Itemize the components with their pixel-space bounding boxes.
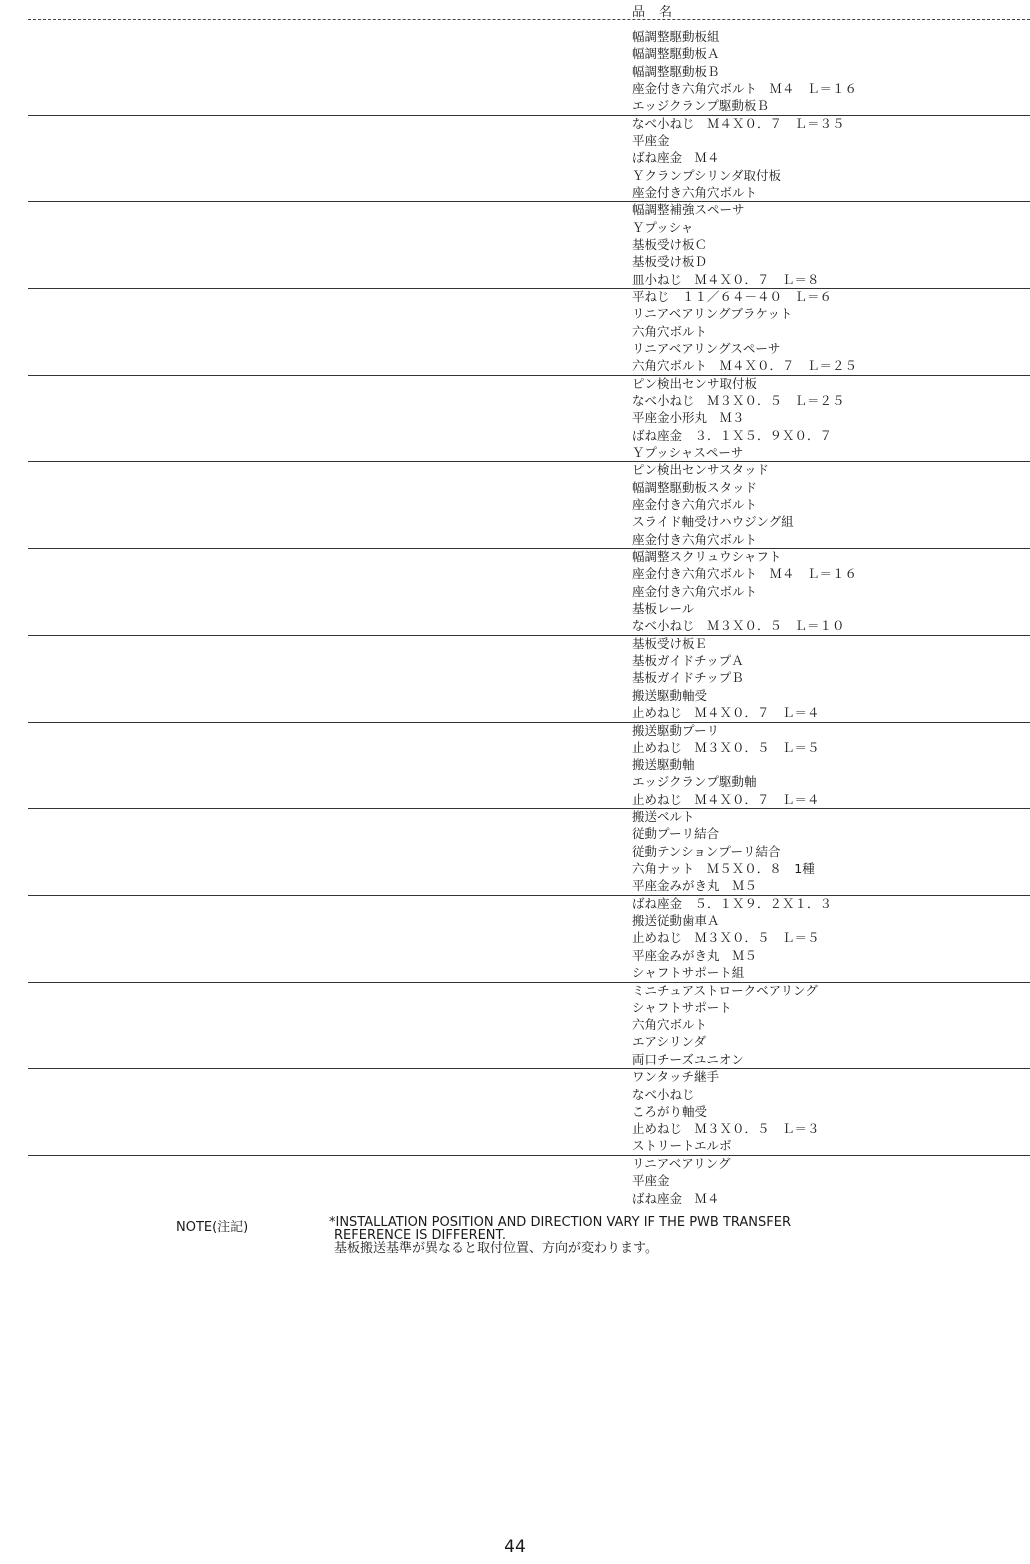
parts-group bbox=[0, 548, 1030, 635]
part-name: Ｙクランプシリンダ取付板 bbox=[632, 167, 782, 183]
part-name: Ｙプッシャ bbox=[632, 219, 694, 235]
parts-group bbox=[0, 982, 1030, 1069]
part-name: 平座金みがき丸 Ｍ５ bbox=[632, 947, 758, 963]
part-name: リニアベアリング bbox=[632, 1155, 731, 1171]
part-name: ピン検出センサスタッド bbox=[632, 462, 770, 478]
part-name: 基板受け板Ｅ bbox=[632, 635, 708, 651]
part-name: 基板レール bbox=[632, 601, 695, 617]
part-name: リニアベアリングブラケット bbox=[632, 306, 793, 322]
parts-group bbox=[0, 635, 1030, 722]
part-name: 幅調整駆動板スタッド bbox=[632, 479, 758, 495]
part-name: ばね座金 Ｍ４ bbox=[632, 1190, 720, 1206]
parts-group bbox=[0, 375, 1030, 462]
part-name: 止めねじ Ｍ４Ｘ０．７ Ｌ＝４ bbox=[632, 791, 820, 807]
group-divider bbox=[28, 895, 1030, 896]
group-divider bbox=[28, 1155, 1030, 1156]
part-name: 搬送ベルト bbox=[632, 809, 695, 825]
part-name: 基板受け板Ｄ bbox=[632, 254, 708, 270]
part-name: 六角ナット Ｍ５Ｘ０．８ 1種 bbox=[632, 861, 815, 877]
group-divider bbox=[28, 201, 1030, 202]
part-name: 止めねじ Ｍ３Ｘ０．５ Ｌ＝３ bbox=[632, 1121, 820, 1137]
part-name: エッジクランプ駆動軸 bbox=[632, 774, 757, 790]
part-name: 幅調整スクリュウシャフト bbox=[632, 549, 782, 565]
group-divider bbox=[28, 808, 1030, 809]
part-name: 従動プーリ結合 bbox=[632, 826, 720, 842]
part-name: シャフトサポート bbox=[632, 999, 732, 1015]
column-header-label: 品 名 bbox=[632, 5, 673, 20]
part-name: ピン検出センサ取付板 bbox=[632, 375, 758, 391]
group-divider bbox=[28, 548, 1030, 549]
part-name: 平座金 bbox=[632, 1173, 670, 1189]
note-text bbox=[329, 1216, 791, 1255]
part-name: 平座金小形丸 Ｍ３ bbox=[632, 410, 745, 426]
part-name: 基板ガイドチップＡ bbox=[632, 653, 744, 669]
part-name: ばね座金 ３．１Ｘ５．９Ｘ０．７ bbox=[632, 427, 833, 443]
header-dashed-divider bbox=[28, 19, 1030, 20]
part-name: 幅調整駆動板組 bbox=[632, 29, 720, 44]
group-divider bbox=[28, 115, 1030, 116]
part-name: 基板受け板Ｃ bbox=[632, 236, 708, 252]
parts-group bbox=[0, 722, 1030, 809]
part-name: 座金付き六角穴ボルト Ｍ４ Ｌ＝１６ bbox=[632, 566, 858, 582]
part-name: ワンタッチ継手 bbox=[632, 1069, 720, 1085]
part-name: 六角穴ボルト bbox=[632, 323, 708, 339]
part-name: 幅調整補強スペーサ bbox=[632, 202, 745, 218]
parts-list bbox=[0, 28, 1030, 1242]
part-name: 六角穴ボルト Ｍ４Ｘ０．７ Ｌ＝２５ bbox=[632, 358, 858, 374]
part-name: エッジクランプ駆動板Ｂ bbox=[632, 98, 770, 114]
parts-group bbox=[0, 201, 1030, 288]
part-name: なべ小ねじ Ｍ３Ｘ０．５ Ｌ＝１０ bbox=[632, 618, 845, 634]
part-name: Ｙプッシャスペーサ bbox=[632, 444, 744, 460]
group-divider bbox=[28, 635, 1030, 636]
note-line-japanese: 基板搬送基準が異なると取付位置、方向が変わります。 bbox=[334, 1241, 658, 1256]
part-name: 搬送従動歯車Ａ bbox=[632, 913, 720, 929]
part-name: 座金付き六角穴ボルト bbox=[632, 531, 758, 547]
group-divider bbox=[28, 288, 1030, 289]
part-name: なべ小ねじ Ｍ３Ｘ０．５ Ｌ＝２５ bbox=[632, 393, 845, 409]
group-divider bbox=[28, 375, 1030, 376]
parts-group bbox=[0, 28, 1030, 115]
part-name: なべ小ねじ Ｍ４Ｘ０．７ Ｌ＝３５ bbox=[632, 115, 845, 131]
part-name: ミニチュアストロークベアリング bbox=[632, 982, 818, 998]
part-name: シャフトサポート組 bbox=[632, 965, 745, 981]
part-name: 幅調整駆動板Ｂ bbox=[632, 63, 720, 79]
part-name: 平座金 bbox=[632, 132, 670, 148]
part-name: ストリートエルボ bbox=[632, 1138, 732, 1154]
part-name: 平ねじ １１／６４－４０ Ｌ＝６ bbox=[632, 289, 833, 305]
part-name: 基板ガイドチップＢ bbox=[632, 670, 744, 686]
parts-group bbox=[0, 895, 1030, 982]
group-divider bbox=[28, 722, 1030, 723]
part-name: 六角穴ボルト bbox=[632, 1017, 708, 1033]
part-name: 両口チーズユニオン bbox=[632, 1051, 744, 1067]
part-name: 従動テンションプーリ結合 bbox=[632, 843, 781, 859]
parts-group bbox=[0, 808, 1030, 895]
part-name: 止めねじ Ｍ３Ｘ０．５ Ｌ＝５ bbox=[632, 930, 820, 946]
part-name: 座金付き六角穴ボルト bbox=[632, 497, 758, 513]
part-name: 止めねじ Ｍ３Ｘ０．５ Ｌ＝５ bbox=[632, 739, 820, 755]
note-line-english-2: REFERENCE IS DIFFERENT. bbox=[334, 1228, 507, 1243]
part-name: 搬送駆動軸 bbox=[632, 757, 695, 773]
part-name: ばね座金 ５．１Ｘ９．２Ｘ１．３ bbox=[632, 895, 833, 911]
parts-group bbox=[0, 288, 1030, 375]
part-name: エアシリンダ bbox=[632, 1034, 707, 1050]
part-name: 皿小ねじ Ｍ４Ｘ０．７ Ｌ＝８ bbox=[632, 271, 820, 287]
group-divider bbox=[28, 1068, 1030, 1069]
part-name: 座金付き六角穴ボルト Ｍ４ Ｌ＝１６ bbox=[632, 80, 858, 96]
part-name: 平座金みがき丸 Ｍ５ bbox=[632, 878, 758, 894]
page-number: 44 bbox=[504, 1537, 526, 1557]
part-name: 幅調整駆動板Ａ bbox=[632, 46, 720, 62]
note-line-english-1: *INSTALLATION POSITION AND DIRECTION VARY IF THE PWB TRANSFER bbox=[329, 1215, 792, 1230]
part-name: 座金付き六角穴ボルト bbox=[632, 184, 758, 200]
note-label: NOTE(注記) bbox=[176, 1220, 249, 1235]
part-name: 搬送駆動プーリ bbox=[632, 722, 720, 738]
part-name: 座金付き六角穴ボルト bbox=[632, 583, 758, 599]
part-name: リニアベアリングスペーサ bbox=[632, 340, 781, 356]
parts-group bbox=[0, 461, 1030, 548]
group-divider bbox=[28, 461, 1030, 462]
group-divider bbox=[28, 982, 1030, 983]
part-name: 搬送駆動軸受 bbox=[632, 687, 708, 703]
part-name: なべ小ねじ bbox=[632, 1086, 695, 1102]
part-name: スライド軸受けハウジング組 bbox=[632, 514, 794, 530]
part-name: ばね座金 Ｍ４ bbox=[632, 150, 720, 166]
parts-group bbox=[0, 115, 1030, 202]
part-name: ころがり軸受 bbox=[632, 1103, 708, 1119]
parts-group bbox=[0, 1068, 1030, 1155]
part-name: 止めねじ Ｍ４Ｘ０．７ Ｌ＝４ bbox=[632, 705, 820, 720]
